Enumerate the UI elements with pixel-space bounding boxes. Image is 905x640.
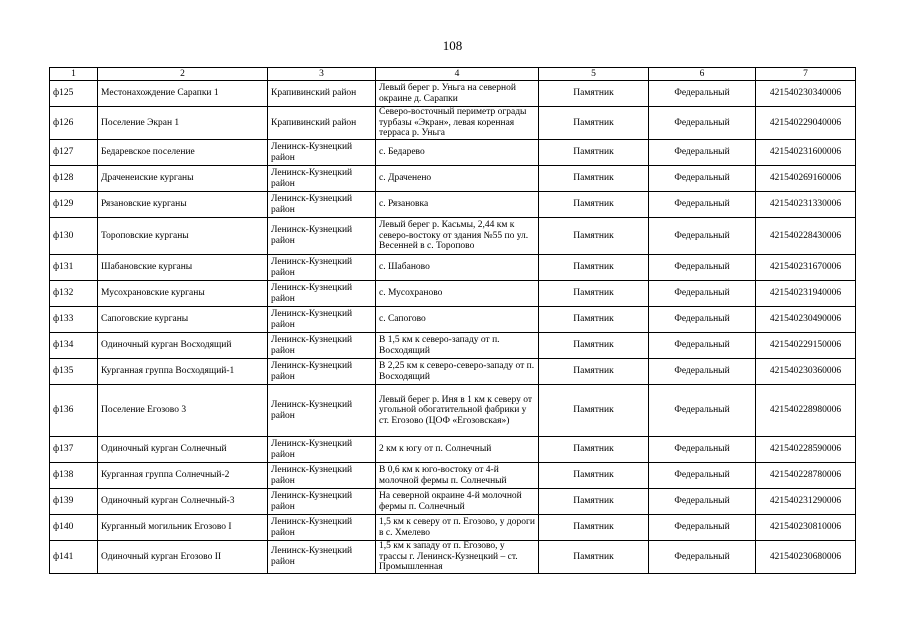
table-row: [50, 437, 856, 463]
row-number: ф137: [50, 437, 98, 463]
registry-code: 421540228780006: [756, 463, 856, 489]
protection-category: Федеральный: [649, 281, 756, 307]
row-number: ф126: [50, 107, 98, 140]
protection-category: Федеральный: [649, 515, 756, 541]
table-row: [50, 515, 856, 541]
table-row: [50, 333, 856, 359]
registry-code: 421540231600006: [756, 140, 856, 166]
district: Ленинск-Кузнецкий район: [268, 541, 376, 574]
registry-code: 421540229040006: [756, 107, 856, 140]
object-type: Памятник: [539, 515, 649, 541]
column-header: 1: [50, 68, 98, 81]
row-number: ф125: [50, 81, 98, 107]
object-type: Памятник: [539, 81, 649, 107]
monument-name: Курганная группа Солнечный-2: [98, 463, 268, 489]
page-number: 108: [442, 38, 463, 53]
column-header: 7: [756, 68, 856, 81]
table-row: [50, 359, 856, 385]
protection-category: Федеральный: [649, 541, 756, 574]
protection-category: Федеральный: [649, 166, 756, 192]
monument-name: Местонахождение Сарапки 1: [98, 81, 268, 107]
monument-name: Курганная группа Восходящий-1: [98, 359, 268, 385]
district: Ленинск-Кузнецкий район: [268, 385, 376, 437]
object-type: Памятник: [539, 489, 649, 515]
row-number: ф140: [50, 515, 98, 541]
table-row: [50, 307, 856, 333]
location: с. Сапогово: [376, 307, 539, 333]
table-row: [50, 140, 856, 166]
district: Ленинск-Кузнецкий район: [268, 166, 376, 192]
registry-code: 421540230810006: [756, 515, 856, 541]
district: Ленинск-Кузнецкий район: [268, 281, 376, 307]
location: с. Драченено: [376, 166, 539, 192]
object-type: Памятник: [539, 255, 649, 281]
location: с. Рязановка: [376, 192, 539, 218]
object-type: Памятник: [539, 359, 649, 385]
column-header: 6: [649, 68, 756, 81]
protection-category: Федеральный: [649, 107, 756, 140]
district: Ленинск-Кузнецкий район: [268, 333, 376, 359]
row-number: ф134: [50, 333, 98, 359]
table-row: [50, 166, 856, 192]
object-type: Памятник: [539, 385, 649, 437]
object-type: Памятник: [539, 541, 649, 574]
object-type: Памятник: [539, 463, 649, 489]
district: Ленинск-Кузнецкий район: [268, 255, 376, 281]
object-type: Памятник: [539, 333, 649, 359]
row-number: ф135: [50, 359, 98, 385]
monument-name: Шабановские курганы: [98, 255, 268, 281]
registry-code: 421540229150006: [756, 333, 856, 359]
object-type: Памятник: [539, 281, 649, 307]
protection-category: Федеральный: [649, 463, 756, 489]
monument-name: Поселение Егозово 3: [98, 385, 268, 437]
table-row: [50, 107, 856, 140]
table-row: [50, 463, 856, 489]
monument-name: Одиночный курган Солнечный: [98, 437, 268, 463]
object-type: Памятник: [539, 192, 649, 218]
district: Ленинск-Кузнецкий район: [268, 437, 376, 463]
protection-category: Федеральный: [649, 81, 756, 107]
location: 1,5 км к северу от п. Егозово, у дороги в с. Хмелево: [376, 515, 539, 541]
row-number: ф130: [50, 218, 98, 255]
location: В 1,5 км к северо-западу от п. Восходящий: [376, 333, 539, 359]
location: Левый берег р. Касьмы, 2,44 км к северо-востоку от здания №55 по ул. Весенней в с. Торопово: [376, 218, 539, 255]
row-number: ф128: [50, 166, 98, 192]
monument-name: Сапоговские курганы: [98, 307, 268, 333]
registry-code: 421540231330006: [756, 192, 856, 218]
location: с. Мусохраново: [376, 281, 539, 307]
location: с. Бедарево: [376, 140, 539, 166]
table-row: [50, 81, 856, 107]
protection-category: Федеральный: [649, 385, 756, 437]
location: Левый берег р. Иня в 1 км к северу от угольной обогатительной фабрики у ст. Егозово (ЦОФ «Егозовская»): [376, 385, 539, 437]
location: На северной окраине 4-й молочной фермы п. Солнечный: [376, 489, 539, 515]
protection-category: Федеральный: [649, 218, 756, 255]
monument-name: Одиночный курган Егозово II: [98, 541, 268, 574]
protection-category: Федеральный: [649, 333, 756, 359]
protection-category: Федеральный: [649, 437, 756, 463]
object-type: Памятник: [539, 307, 649, 333]
column-header: 4: [376, 68, 539, 81]
district: Ленинск-Кузнецкий район: [268, 515, 376, 541]
row-number: ф139: [50, 489, 98, 515]
row-number: ф131: [50, 255, 98, 281]
object-type: Памятник: [539, 140, 649, 166]
district: Крапивинский район: [268, 81, 376, 107]
object-type: Памятник: [539, 107, 649, 140]
monument-name: Одиночный курган Солнечный-3: [98, 489, 268, 515]
location: Северо-восточный периметр ограды турбазы «Экран», левая коренная терраса р. Уньга: [376, 107, 539, 140]
table-row: [50, 192, 856, 218]
table-row: [50, 385, 856, 437]
district: Ленинск-Кузнецкий район: [268, 140, 376, 166]
row-number: ф132: [50, 281, 98, 307]
header-row: [50, 68, 856, 81]
protection-category: Федеральный: [649, 307, 756, 333]
object-type: Памятник: [539, 437, 649, 463]
monument-name: Тороповские курганы: [98, 218, 268, 255]
monument-name: Мусохрановские курганы: [98, 281, 268, 307]
monument-name: Поселение Экран 1: [98, 107, 268, 140]
monument-name: Рязановские курганы: [98, 192, 268, 218]
registry-code: 421540231940006: [756, 281, 856, 307]
monument-name: Драченеиские курганы: [98, 166, 268, 192]
location: 1,5 км к западу от п. Егозово, у трассы г. Ленинск-Кузнецкий – ст. Промышленная: [376, 541, 539, 574]
registry-code: 421540231290006: [756, 489, 856, 515]
monuments-table: [49, 67, 856, 574]
district: Ленинск-Кузнецкий район: [268, 359, 376, 385]
registry-code: 421540228980006: [756, 385, 856, 437]
registry-code: 421540269160006: [756, 166, 856, 192]
district: Ленинск-Кузнецкий район: [268, 192, 376, 218]
object-type: Памятник: [539, 218, 649, 255]
district: Ленинск-Кузнецкий район: [268, 463, 376, 489]
row-number: ф129: [50, 192, 98, 218]
protection-category: Федеральный: [649, 255, 756, 281]
table-row: [50, 281, 856, 307]
registry-code: 421540230680006: [756, 541, 856, 574]
district: Ленинск-Кузнецкий район: [268, 307, 376, 333]
registry-code: 421540230360006: [756, 359, 856, 385]
row-number: ф141: [50, 541, 98, 574]
table-row: [50, 541, 856, 574]
object-type: Памятник: [539, 166, 649, 192]
registry-code: 421540230340006: [756, 81, 856, 107]
registry-code: 421540228590006: [756, 437, 856, 463]
table-row: [50, 218, 856, 255]
registry-code: 421540228430006: [756, 218, 856, 255]
row-number: ф136: [50, 385, 98, 437]
column-header: 2: [98, 68, 268, 81]
registry-code: 421540230490006: [756, 307, 856, 333]
table-row: [50, 255, 856, 281]
monument-name: Одиночный курган Восходящий: [98, 333, 268, 359]
column-header: 3: [268, 68, 376, 81]
location: В 0,6 км к юго-востоку от 4-й молочной фермы п. Солнечный: [376, 463, 539, 489]
location: с. Шабаново: [376, 255, 539, 281]
row-number: ф133: [50, 307, 98, 333]
column-header: 5: [539, 68, 649, 81]
location: 2 км к югу от п. Солнечный: [376, 437, 539, 463]
monument-name: Курганный могильник Егозово I: [98, 515, 268, 541]
district: Ленинск-Кузнецкий район: [268, 489, 376, 515]
district: Крапивинский район: [268, 107, 376, 140]
location: В 2,25 км к северо-северо-западу от п. Восходящий: [376, 359, 539, 385]
table-row: [50, 489, 856, 515]
protection-category: Федеральный: [649, 192, 756, 218]
registry-code: 421540231670006: [756, 255, 856, 281]
protection-category: Федеральный: [649, 359, 756, 385]
protection-category: Федеральный: [649, 140, 756, 166]
monument-name: Бедаревское поселение: [98, 140, 268, 166]
location: Левый берег р. Уньга на северной окраине д. Сарапки: [376, 81, 539, 107]
protection-category: Федеральный: [649, 489, 756, 515]
district: Ленинск-Кузнецкий район: [268, 218, 376, 255]
row-number: ф138: [50, 463, 98, 489]
row-number: ф127: [50, 140, 98, 166]
